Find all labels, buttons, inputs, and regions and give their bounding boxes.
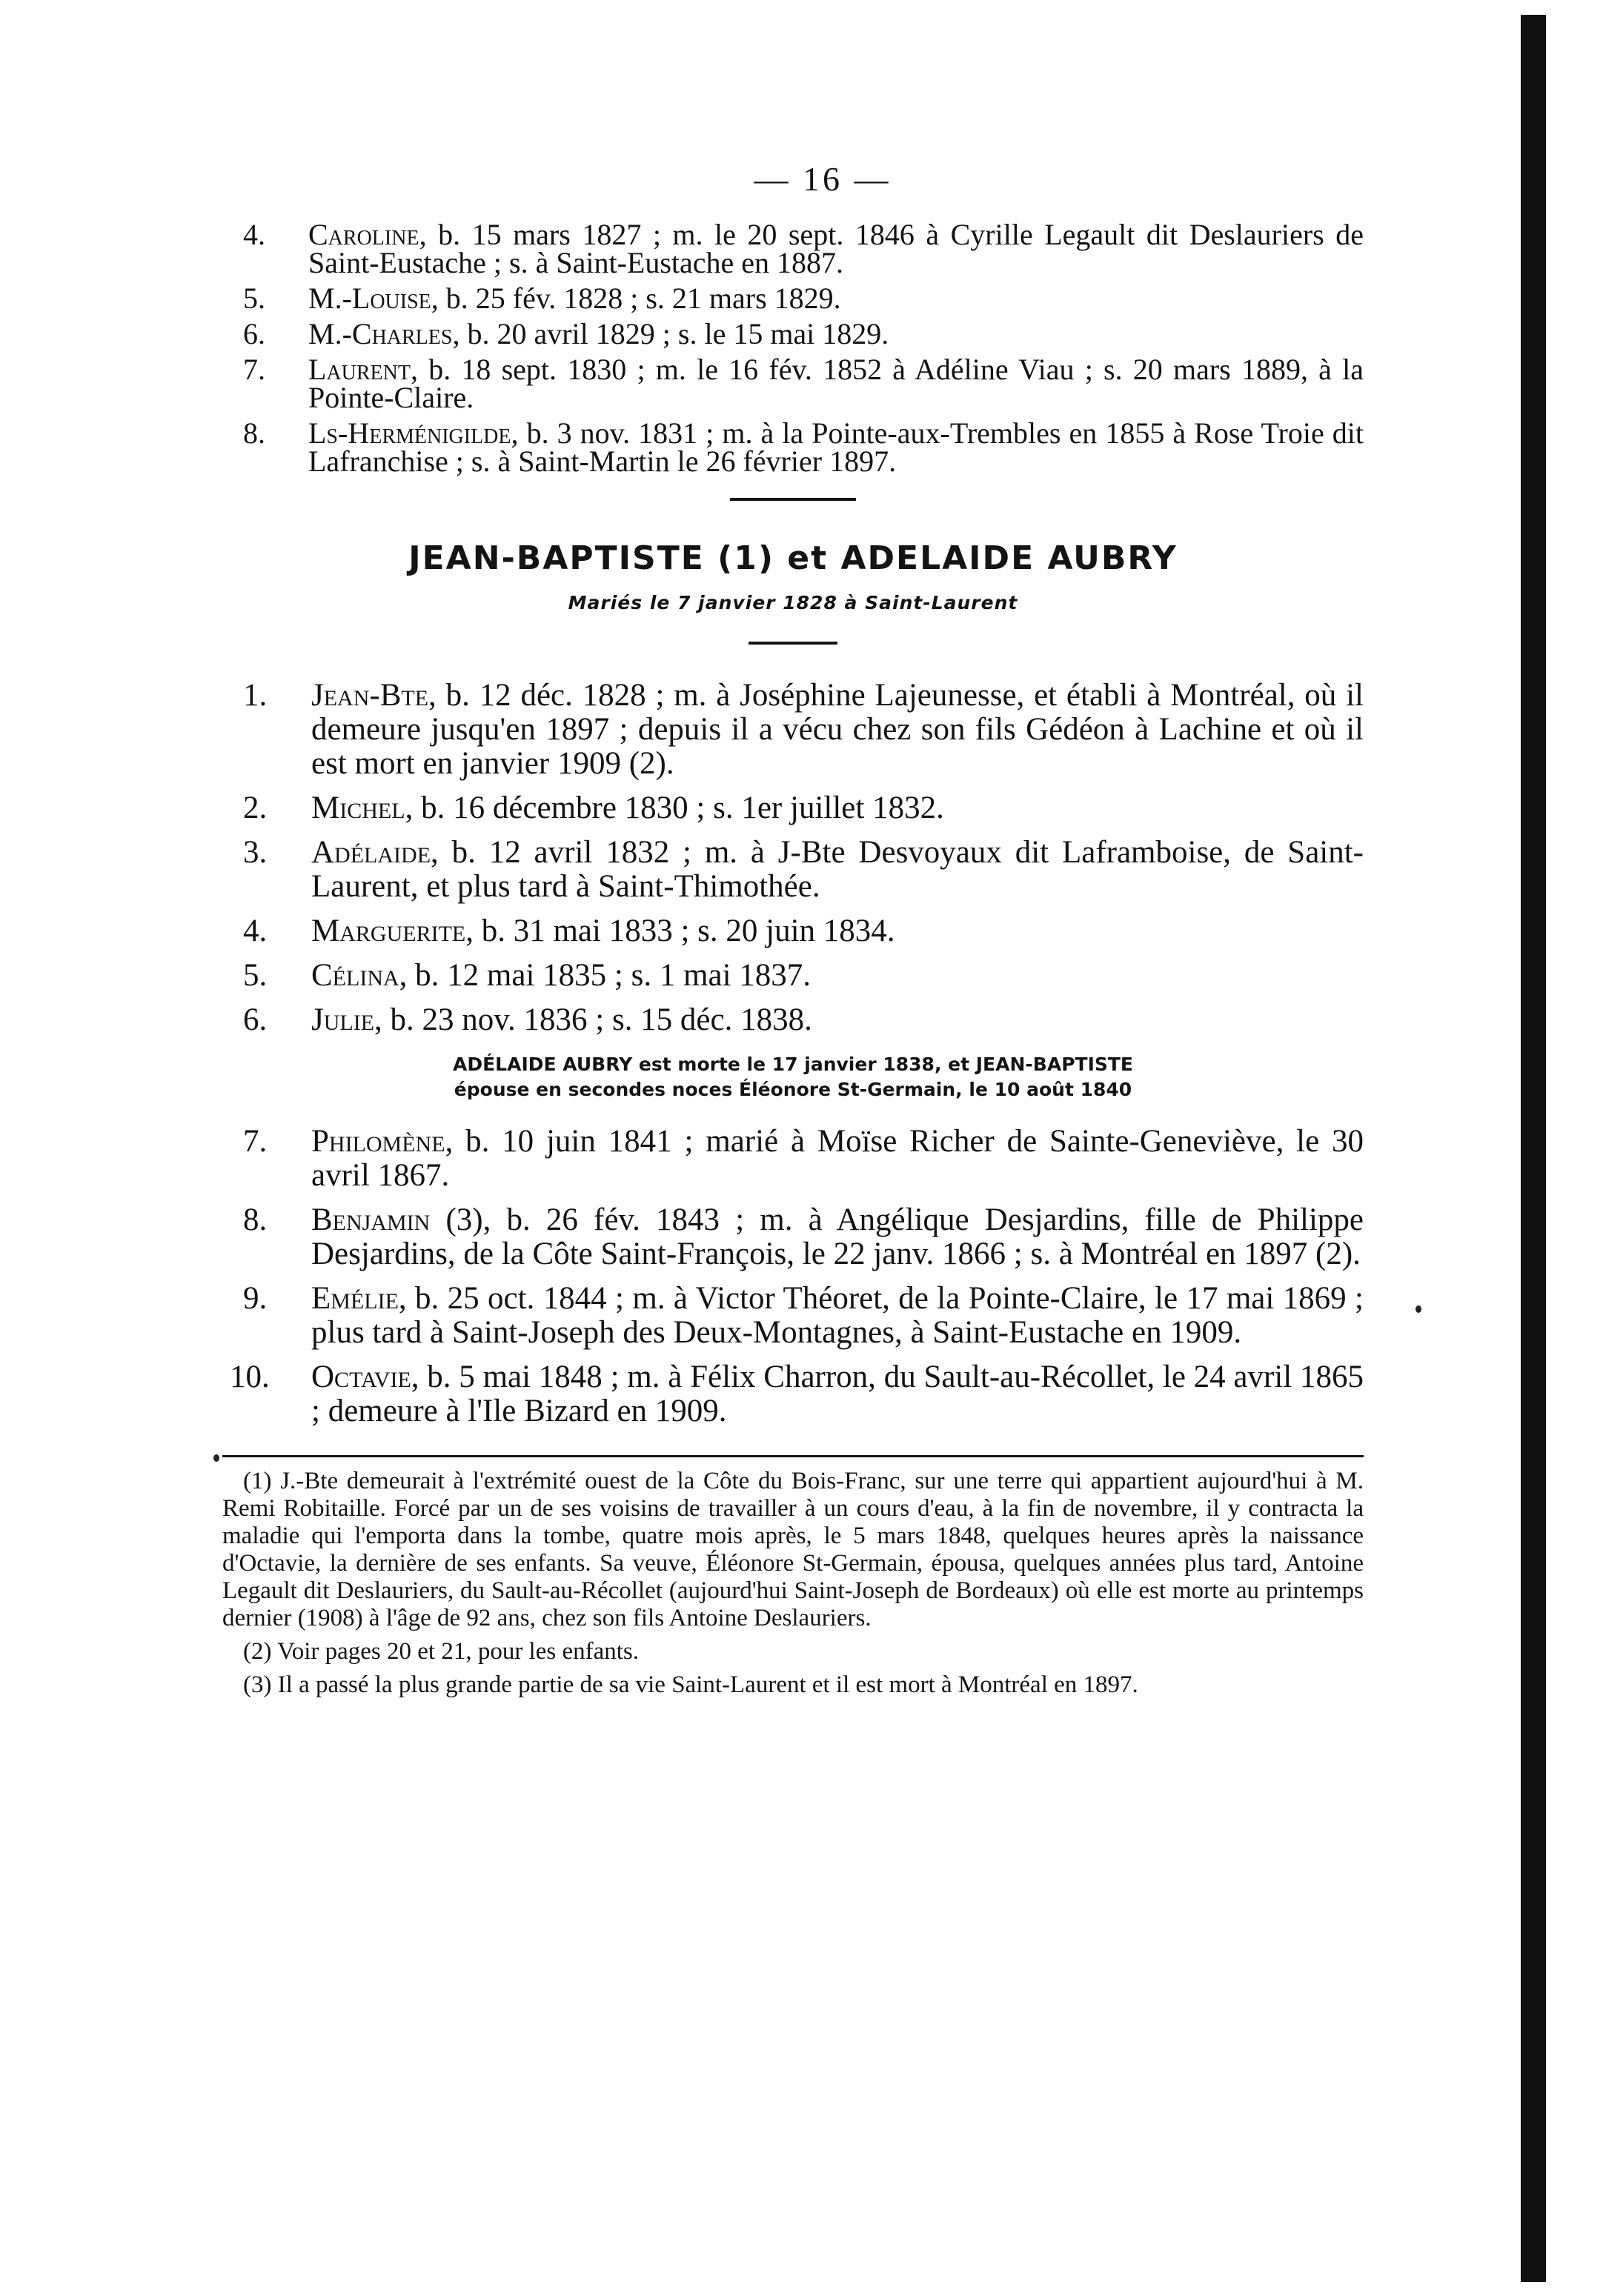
scan-speck [213,1454,219,1462]
page-number: — 16 — [754,160,892,198]
section-heading: JEAN-BAPTISTE (1) et ADELAIDE AUBRY [408,539,1178,577]
entries-first-marriage [222,679,1364,1037]
list-item: 8. Benjamin (3), b. 26 fév. 1843 ; m. à Angélique Desjardins, fille de Philippe Desjardins, de la Côte Saint-François, le 22 janv. 1866 ; s. à Montréal en 1897 (2). [243,1202,1364,1271]
entries-top [222,218,1364,478]
footnote: (3) Il a passé la plus grande partie de sa vie Saint-Laurent et il est mort à Montréal en 1897. [243,1671,1138,1698]
document-page [222,159,1364,1705]
footnote: (1) J.-Bte demeurait à l'extrémité ouest de la Côte du Bois-Franc, sur une terre qui appartient aujourd'hui à M. Remi Robitaille. Forcé par un de ses voisins de travailler à un cours d'eau, à la fin de novembre, il y contracta la maladie qui l'emporta dans la tombe, quatre mois après, le 5 mars 1848, quelques heures après la naissance d'Octavie, la dernière de ses enfants. Sa veuve, Éléonore St-Germain, épousa, quelques années plus tard, Antoine Legault dit Deslauriers, du Sault-au-Récollet (aujourd'hui Saint-Joseph de Bordeaux) où elle est morte au printemps dernier (1908) à l'âge de 92 ans, chez son fils Antoine Deslauriers. [222,1468,1364,1631]
list-item: 9. Emélie, b. 25 oct. 1844 ; m. à Victor Théoret, de la Pointe-Claire, le 17 mai 1869 ; plus tard à Saint-Joseph des Deux-Montagnes, à Saint-Eustache en 1909. [243,1281,1364,1350]
entries-second-marriage [222,1125,1364,1428]
list-item: 1. Jean-Bte, b. 12 déc. 1828 ; m. à Joséphine Lajeunesse, et établi à Montréal, où il demeure jusqu'en 1897 ; depuis il a vécu chez son fils Gédéon à Lachine et où il est mort en janvier 1909 (2). [243,678,1364,781]
list-item: 7. Laurent, b. 18 sept. 1830 ; m. le 16 fév. 1852 à Adéline Viau ; s. 20 mars 1889, à la Pointe-Claire. [243,353,1364,414]
list-item: 2. Michel, b. 16 décembre 1830 ; s. 1er juillet 1832. [243,791,944,825]
remarriage-note [222,1052,1364,1102]
list-item: 8. Ls-Herménigilde, b. 3 nov. 1831 ; m. à la Pointe-aux-Trembles en 1855 à Rose Troie dit Lafranchise ; s. à Saint-Martin le 26 février 1897. [243,416,1364,478]
section-divider [730,498,856,501]
list-item: 10. Octavie, b. 5 mai 1848 ; m. à Félix Charron, du Sault-au-Récollet, le 24 avril 1865 ; demeure à l'Ile Bizard en 1909. [230,1360,1364,1428]
list-item: 5. M.-Louise, b. 25 fév. 1828 ; s. 21 mars 1829. [243,282,841,315]
list-item: 6. M.-Charles, b. 20 avril 1829 ; s. le 15 mai 1829. [243,317,889,350]
footnote: (2) Voir pages 20 et 21, pour les enfants. [243,1638,640,1665]
footnote-divider [222,1455,1364,1457]
remarriage-note-line: épouse en secondes noces Éléonore St-Germain, le 10 août 1840 [454,1079,1132,1100]
footnotes [222,1468,1364,1699]
scan-edge-bar [1521,15,1546,2282]
list-item: 3. Adélaide, b. 12 avril 1832 ; m. à J-Bte Desvoyaux dit Laframboise, de Saint-Laurent, et plus tard à Saint-Thimothée. [243,835,1364,904]
section-subheading: Mariés le 7 janvier 1828 à Saint-Laurent [568,592,1018,613]
remarriage-note-line: ADÉLAIDE AUBRY est morte le 17 janvier 1838, et JEAN-BAPTISTE [452,1054,1134,1075]
heading-divider [749,642,837,645]
list-item: 7. Philomène, b. 10 juin 1841 ; marié à Moïse Richer de Sainte-Geneviève, le 30 avril 1867. [243,1124,1364,1193]
scan-speck [1416,1305,1421,1313]
list-item: 6. Julie, b. 23 nov. 1836 ; s. 15 déc. 1838. [243,1002,812,1037]
list-item: 5. Célina, b. 12 mai 1835 ; s. 1 mai 1837. [243,958,812,993]
list-item: 4. Caroline, b. 15 mars 1827 ; m. le 20 sept. 1846 à Cyrille Legault dit Deslauriers de Saint-Eustache ; s. à Saint-Eustache en 1887. [243,218,1364,279]
list-item: 4. Marguerite, b. 31 mai 1833 ; s. 20 juin 1834. [243,914,895,948]
